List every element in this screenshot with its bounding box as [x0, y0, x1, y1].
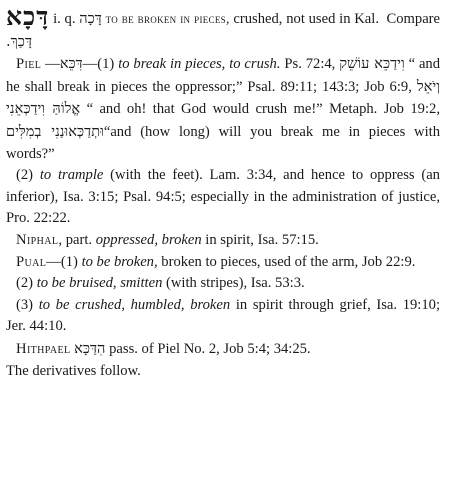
headword-gloss: to be broken in pieces,	[105, 11, 230, 26]
pual-sense1-number: —(1)	[46, 253, 78, 270]
piel-sense1-number: —(1)	[82, 56, 115, 73]
pual-sense1-gloss: to be broken,	[81, 253, 158, 270]
piel-sense2-number: (2)	[16, 167, 34, 184]
piel-sense2-paragraph	[6, 165, 440, 230]
piel-sense1-gloss: to break in pieces, to crush.	[118, 56, 281, 73]
pual-sense2-number: (2)	[16, 275, 34, 292]
piel-quote-2: “ and oh! that God would crush me!”	[86, 101, 323, 118]
piel-refs-1: Psal. 89:11; 143:3; Job 6:9,	[247, 78, 412, 95]
headword-paragraph	[6, 2, 441, 53]
hithpael-paragraph	[6, 338, 440, 361]
derivatives-note: The derivatives follow.	[6, 362, 141, 379]
pual-sense2-paragraph	[6, 273, 440, 295]
pual-label: Pual	[16, 253, 47, 270]
niphal-gloss-2: broken	[161, 231, 202, 248]
piel-hebrew-1: וִידַכֵּא עוֹשֵׁק	[339, 55, 405, 73]
headword: דָּכָא	[6, 2, 50, 31]
hithpael-label: Hithpael	[16, 340, 71, 357]
kal-note: not used in Kal.	[286, 11, 379, 27]
pual-sense2-gloss-a: to be bruised,	[36, 275, 117, 292]
niphal-text: in spirit, Isa. 57:15.	[205, 231, 319, 248]
headword-gloss-2: crushed,	[233, 11, 283, 27]
piel-sense2-text: (with the feet). Lam. 3:34, and hence to oppress (an inferior), Isa. 3:15; Psal. 94:5; especially in the administration of justice, Pro. 22:22.	[6, 167, 440, 227]
niphal-label: Niphal	[16, 231, 59, 248]
pual-sense3-text: in spirit through grief, Isa. 19:10; Jer. 44:10.	[6, 296, 440, 335]
piel-ref1: Ps. 72:4,	[284, 56, 336, 73]
piel-metaph: Metaph. Job 19:2,	[329, 101, 440, 118]
piel-sep: —	[45, 56, 60, 73]
piel-paragraph	[6, 53, 440, 165]
niphal-gloss-1: oppressed,	[95, 231, 158, 248]
piel-hebrew-2: וְיֹאֵל אֱלוֹהַּ וִידַכְּאֵנִי	[6, 77, 440, 118]
compare-word: דָּכַךְ.	[6, 32, 32, 50]
piel-quote-3: “and (how long) will you break me in pieces with words?”	[6, 123, 440, 162]
piel-form: דִּכֵּא	[59, 55, 83, 73]
pual-sense3-gloss-b: humbled,	[130, 296, 185, 313]
headword-abbrev: i. q.	[53, 11, 76, 27]
pual-sense3-gloss-c: broken	[190, 296, 231, 313]
pual-sense3-gloss-a: to be crushed,	[38, 296, 125, 313]
piel-quote-1: “ and he shall break in pieces the oppressor;”	[6, 56, 441, 95]
hithpael-form: הִדַּכָּא	[74, 339, 106, 357]
pual-sense3-number: (3)	[16, 296, 34, 313]
piel-label: Piel	[16, 56, 42, 73]
compare-label: Compare	[386, 11, 441, 27]
pual-sense3-paragraph	[6, 295, 440, 338]
pual-sense2-gloss-b: smitten	[120, 275, 163, 292]
pual-paragraph	[6, 252, 440, 274]
pual-sense1-text: broken to pieces, used of the arm, Job 22:9.	[161, 253, 416, 270]
headword-reference: דָּכָה	[79, 10, 102, 27]
niphal-part: , part.	[58, 231, 93, 248]
piel-sense2-gloss: to trample	[39, 167, 104, 184]
pual-sense2-text: (with stripes), Isa. 53:3.	[166, 275, 305, 292]
hithpael-text: pass. of Piel No. 2, Job 5:4; 34:25.	[109, 340, 311, 357]
piel-hebrew-3: וּתְדַכְּאוּנַנִי בְמִלִּים	[6, 122, 104, 140]
niphal-paragraph	[6, 230, 440, 252]
